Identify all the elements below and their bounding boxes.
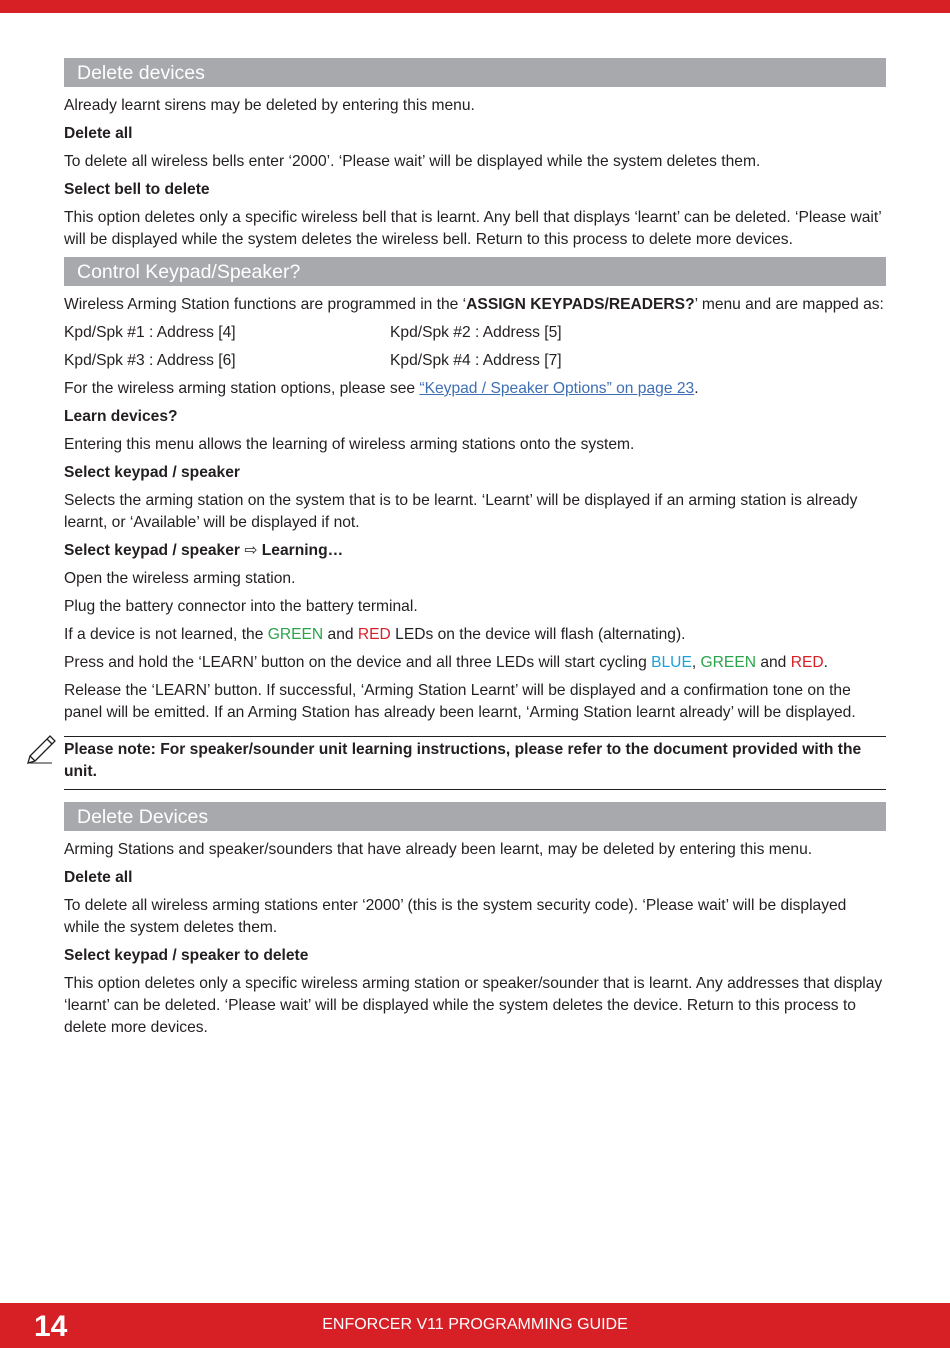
address-map-cell: Kpd/Spk #3 : Address [6] [64, 352, 236, 369]
pencil-icon [24, 733, 58, 767]
address-map-row [64, 350, 886, 372]
led-red: RED [790, 654, 824, 671]
paragraph: Arming Stations and speaker/sounders that have already been learnt, may be deleted by entering this menu. [64, 841, 813, 858]
led-green: GREEN [700, 654, 756, 671]
menu-name: ASSIGN KEYPADS/READERS? [466, 296, 695, 313]
paragraph-mapping-intro [64, 294, 886, 316]
paragraph: To delete all wireless bells enter ‘2000’. ‘Please wait’ will be displayed while the system deletes them. [64, 153, 761, 170]
subheading-learning [64, 540, 886, 562]
footer-bar [0, 1303, 950, 1348]
page-content [64, 58, 886, 1045]
paragraph: To delete all wireless arming stations enter ‘2000’ (this is the system security code). ‘Please wait’ will be displayed while the system deletes them. [64, 897, 847, 936]
text: . [694, 380, 699, 397]
subheading-learn-devices: Learn devices? [64, 408, 178, 425]
subheading-select-keypad: Select keypad / speaker [64, 464, 240, 481]
text: and [756, 654, 791, 671]
subheading-delete-all: Delete all [64, 869, 133, 886]
paragraph-options [64, 378, 886, 400]
text: ’ menu and are mapped as: [694, 296, 884, 313]
text: . [823, 654, 828, 671]
page-number: 14 [34, 1310, 68, 1343]
keypad-options-link[interactable]: “Keypad / Speaker Options” on page 23 [419, 380, 695, 397]
paragraph: Selects the arming station on the system that is to be learnt. ‘Learnt’ will be displayed if an arming station is already learnt, or ‘Available’ will be displayed if not. [64, 492, 858, 531]
step: Plug the battery connector into the battery terminal. [64, 598, 418, 615]
step: Release the ‘LEARN’ button. If successful, ‘Arming Station Learnt’ will be displayed and a confirmation tone on the panel will be emitted. If an Arming Station has already been learnt, ‘Arming Station learnt already’ will be displayed. [64, 682, 856, 721]
text: Learning… [261, 542, 344, 559]
footer-title: ENFORCER V11 PROGRAMMING GUIDE [322, 1316, 628, 1333]
step [64, 624, 886, 646]
text: Select keypad / speaker [64, 542, 240, 559]
address-map-row [64, 322, 886, 344]
top-brand-bar [0, 0, 950, 13]
led-blue: BLUE [651, 654, 692, 671]
address-map-cell: Kpd/Spk #4 : Address [7] [390, 352, 562, 369]
text: Wireless Arming Station functions are programmed in the ‘ [64, 296, 467, 313]
step: Open the wireless arming station. [64, 570, 296, 587]
paragraph: Already learnt sirens may be deleted by entering this menu. [64, 97, 475, 114]
text: Press and hold the ‘LEARN’ button on the device and all three LEDs will start cycling [64, 654, 652, 671]
subheading-select-keypad-delete: Select keypad / speaker to delete [64, 947, 309, 964]
paragraph: Entering this menu allows the learning of wireless arming stations onto the system. [64, 436, 635, 453]
note-text: Please note: For speaker/sounder unit learning instructions, please refer to the document provided with the unit. [64, 741, 862, 780]
led-green: GREEN [267, 626, 324, 643]
text: and [323, 626, 358, 643]
paragraph: This option deletes only a specific wireless arming station or speaker/sounder that is learnt. Any addresses that display ‘learnt’ can be deleted. ‘Please wait’ will be displayed while the system deletes the device. Return to this process to delete more devices. [64, 975, 883, 1036]
section-heading-control-keypad: Control Keypad/Speaker? [64, 257, 886, 286]
subheading-select-bell: Select bell to delete [64, 181, 210, 198]
text: If a device is not learned, the [64, 626, 268, 643]
address-map-cell: Kpd/Spk #1 : Address [4] [64, 324, 236, 341]
section-heading-delete-devices: Delete devices [64, 58, 886, 87]
text: For the wireless arming station options, please see [64, 380, 420, 397]
section-heading-delete-devices-2: Delete Devices [64, 802, 886, 831]
led-red: RED [357, 626, 391, 643]
address-map-cell: Kpd/Spk #2 : Address [5] [390, 324, 562, 341]
arrow-right-icon: ⇨ [244, 542, 258, 559]
text: , [691, 654, 701, 671]
text: LEDs on the device will flash (alternating). [390, 626, 686, 643]
step [64, 652, 886, 674]
subheading-delete-all: Delete all [64, 125, 133, 142]
paragraph: This option deletes only a specific wireless bell that is learnt. Any bell that displays ‘learnt’ can be deleted. ‘Please wait’ will be displayed while the system deletes the wireless bell. Return to this process to delete more devices. [64, 209, 882, 248]
note-box [64, 736, 886, 790]
